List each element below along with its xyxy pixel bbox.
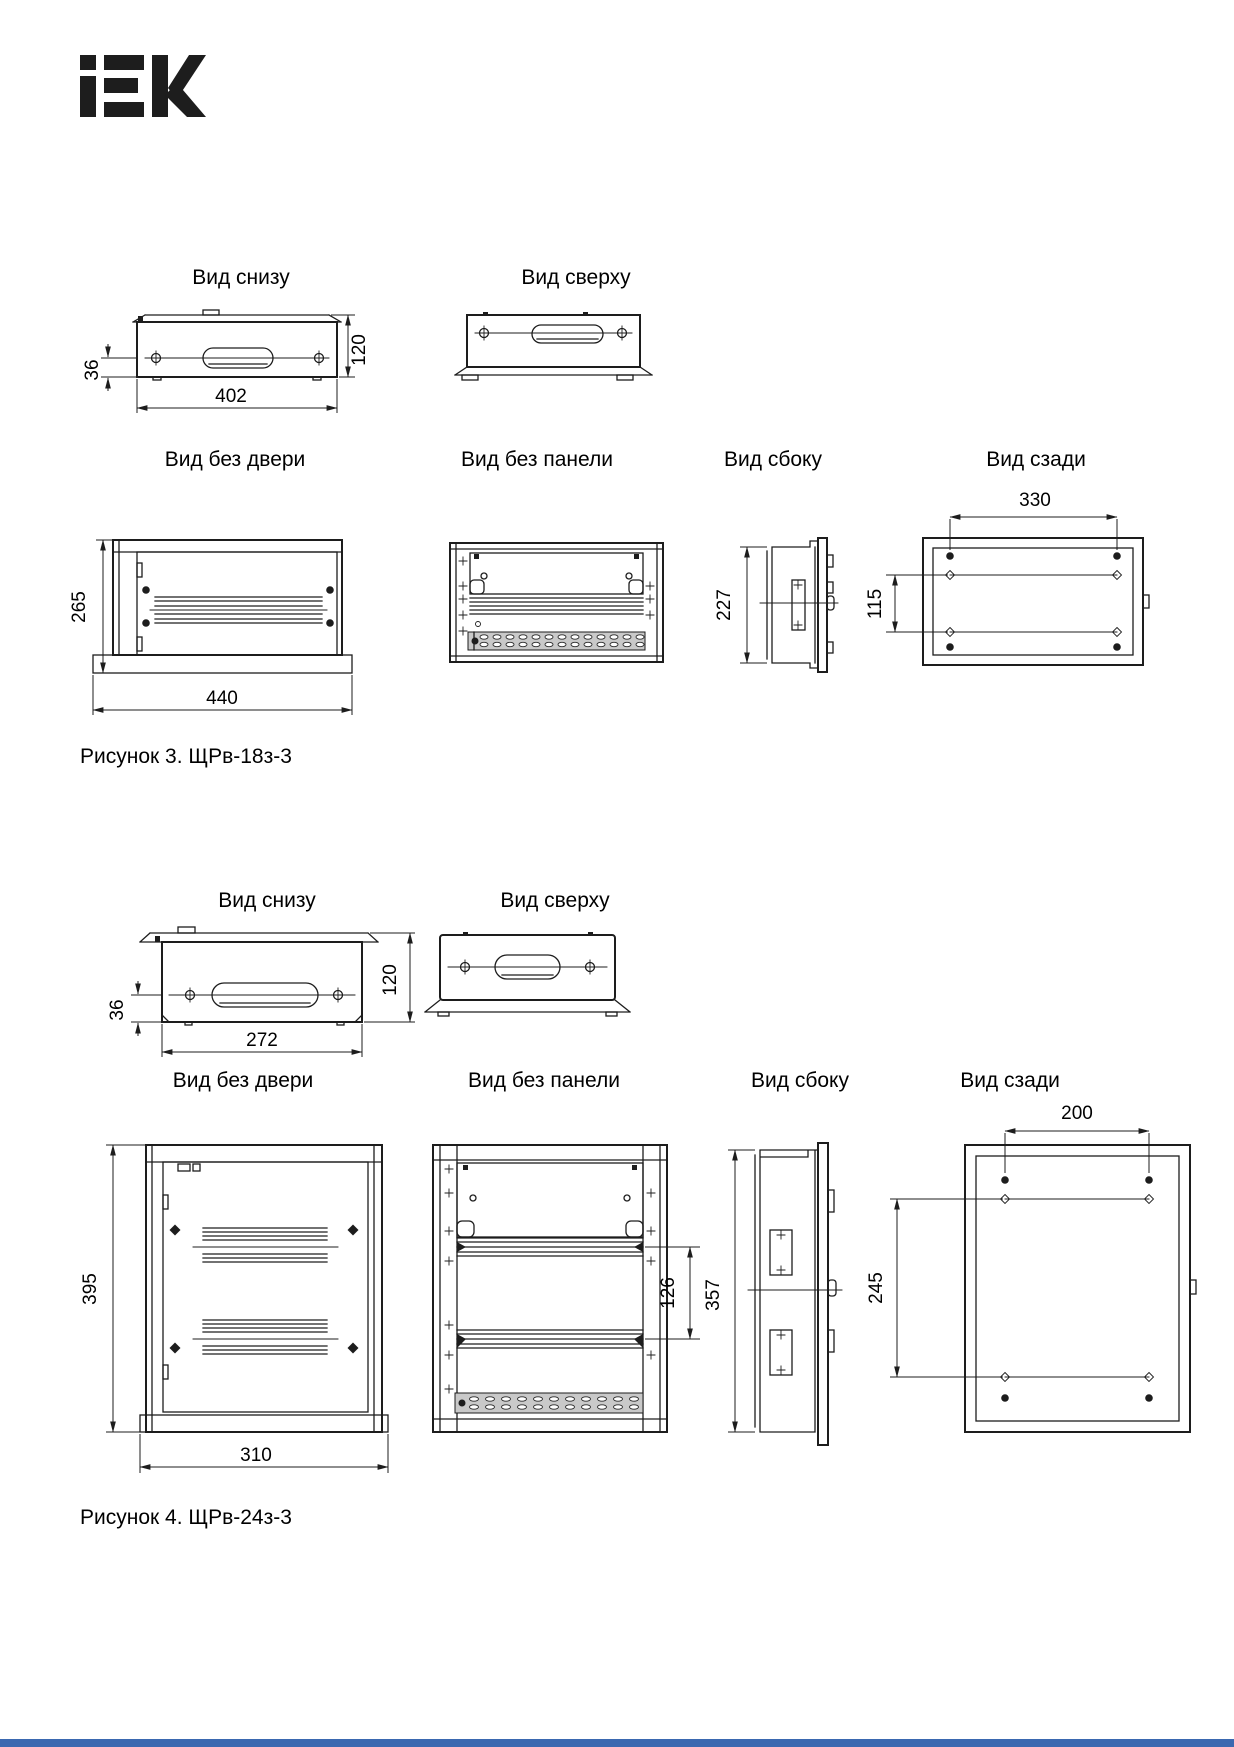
f3-dim-115: 115 [865,588,886,620]
din-rail-lower [170,1320,359,1354]
dim-330 [950,490,1117,550]
f4-dim-120: 120 [380,964,401,996]
enclosure-outline [140,927,378,1025]
dim-265 [69,540,113,673]
figure-4-caption: Рисунок 4. ЩРв-24з-3 [80,1506,292,1529]
f4-top-view-label: Вид сверху [500,889,610,912]
f4-no-door-view-drawing [78,1135,400,1483]
f3-no-panel-view-drawing [444,536,676,672]
f3-no-door-view-label: Вид без двери [164,448,306,471]
f4-bottom-view-label: Вид снизу [218,889,316,912]
f3-bottom-view-drawing [82,303,377,431]
din-rail [142,586,334,627]
f3-no-panel-view-label: Вид без панели [461,448,613,471]
f4-bottom-view-drawing [105,920,427,1068]
enclosure-outline [140,1145,388,1432]
enclosure-outline [965,1145,1196,1432]
din-rail-lower [457,1330,643,1348]
f3-dim-265: 265 [69,591,90,623]
f3-dim-120: 120 [349,334,370,366]
dim-440 [93,675,352,715]
mounting-holes [1001,1176,1154,1402]
f4-side-view-label: Вид сбоку [751,1069,849,1092]
cable-entry-strip [455,1393,643,1413]
dim-245 [866,1199,1003,1377]
enclosure-outline [748,1143,842,1445]
dim-36 [82,344,137,391]
f3-top-view-drawing [450,303,662,391]
f3-rear-view-drawing [848,480,1170,680]
f3-side-view-drawing [712,530,844,678]
enclosure-outline [760,538,838,672]
f3-dim-330: 330 [1019,490,1051,511]
f3-top-view-label: Вид сверху [521,266,631,289]
dim-272 [162,1024,362,1057]
dim-36 [107,981,162,1036]
enclosure-outline [455,312,652,380]
mounting-panel [470,553,643,594]
dim-402 [137,379,337,413]
f4-dim-126: 126 [658,1277,679,1309]
enclosure-outline [133,310,341,380]
dim-357 [703,1150,755,1432]
din-rail [470,598,643,614]
dim-200 [1005,1103,1149,1173]
f4-no-panel-view-label: Вид без панели [468,1069,620,1092]
f3-side-view-label: Вид сбоку [724,448,822,471]
f3-rear-view-label: Вид сзади [986,448,1086,471]
enclosure-outline [425,932,630,1016]
dim-120 [364,933,415,1022]
f4-rear-view-drawing [855,1095,1202,1450]
dim-115 [865,575,948,632]
dim-310 [140,1434,388,1473]
din-rail-upper [457,1238,643,1256]
f3-dim-402: 402 [215,386,247,407]
screw-marks [445,1165,655,1393]
footer-accent-bar [0,1739,1234,1747]
f4-dim-357: 357 [703,1279,724,1311]
mounting-holes [946,552,1122,651]
f4-no-panel-view-drawing [428,1135,720,1483]
f3-dim-36: 36 [82,359,103,381]
f4-rear-view-label: Вид сзади [960,1069,1060,1092]
f3-dim-227: 227 [714,589,735,621]
screw-marks [459,557,654,635]
f4-dim-310: 310 [240,1445,272,1466]
f4-top-view-drawing [420,925,642,1027]
f4-no-door-view-label: Вид без двери [172,1069,314,1092]
figure-3-caption: Рисунок 3. ЩРв-18з-3 [80,745,292,768]
f4-dim-245: 245 [866,1272,887,1304]
dim-395 [80,1145,146,1432]
din-rail-upper [170,1225,359,1263]
f4-side-view-drawing [700,1135,852,1457]
f3-bottom-view-label: Вид снизу [192,266,290,289]
iek-logo [78,55,208,117]
f4-dim-36: 36 [107,999,128,1021]
f3-no-door-view-drawing [62,532,364,724]
dim-227 [714,547,767,663]
f4-dim-200: 200 [1061,1103,1093,1124]
f4-dim-395: 395 [80,1273,101,1305]
mounting-panel [457,1163,643,1237]
f4-dim-272: 272 [246,1030,278,1051]
f3-dim-440: 440 [206,688,238,709]
cable-entry-strip [468,632,645,650]
enclosure-outline [433,1145,667,1432]
